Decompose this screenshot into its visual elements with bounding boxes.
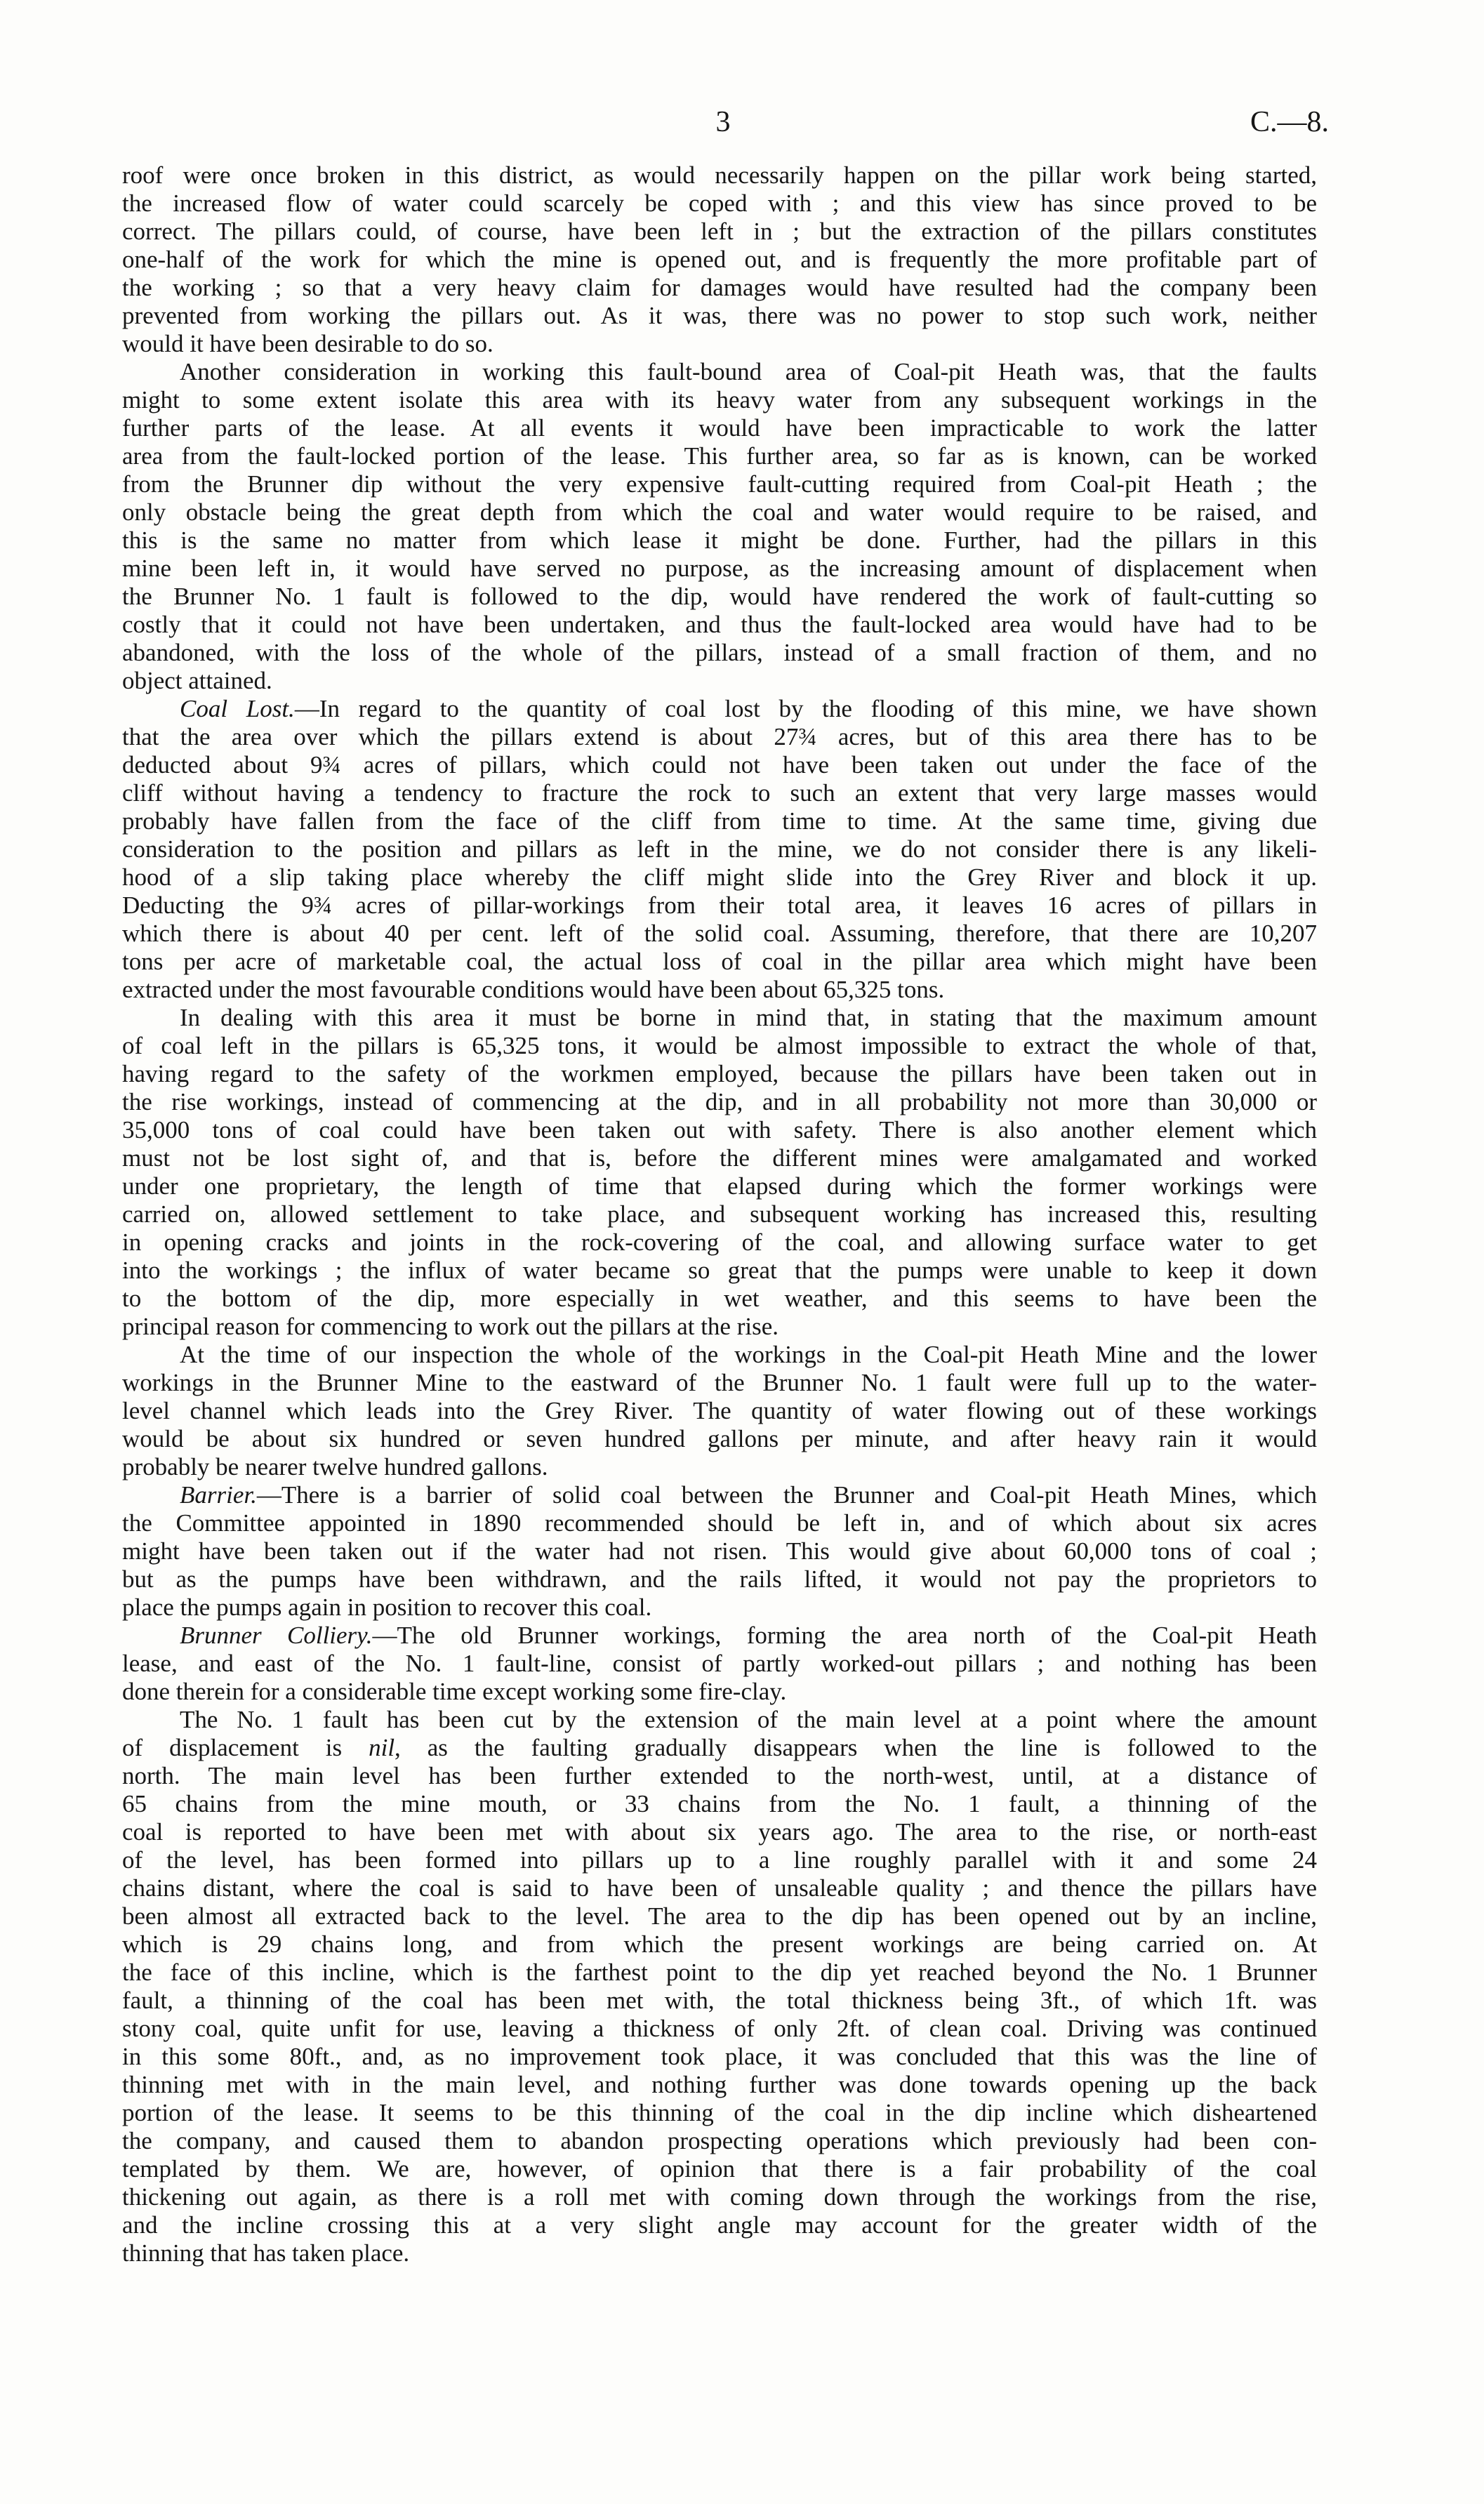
text-line: templated by them. We are, however, of opinion that there is a fair probability of the coal bbox=[122, 2155, 1317, 2182]
text-line: which there is about 40 per cent. left of the solid coal. Assuming, therefore, that there are 10,207 bbox=[122, 920, 1317, 947]
text-line: under one proprietary, the length of time that elapsed during which the former workings were bbox=[122, 1172, 1317, 1200]
text-line: level channel which leads into the Grey River. The quantity of water flowing out of these workings bbox=[122, 1397, 1317, 1424]
text-line: from the Brunner dip without the very expensive fault-cutting required from Coal-pit Heath ; the bbox=[122, 470, 1317, 498]
text-line: cliff without having a tendency to fracture the rock to such an extent that very large masses would bbox=[122, 779, 1317, 807]
text-line bbox=[122, 1734, 1317, 1762]
text-line: would be about six hundred or seven hundred gallons per minute, and after heavy rain it would bbox=[122, 1425, 1317, 1452]
text-line: the Brunner No. 1 fault is followed to the dip, would have rendered the work of fault-cutting so bbox=[122, 583, 1317, 610]
text-line: the Committee appointed in 1890 recommended should be left in, and of which about six acres bbox=[122, 1509, 1317, 1537]
text-line: prevented from working the pillars out. As it was, there was no power to stop such work, neither bbox=[122, 302, 1317, 329]
text-line: been almost all extracted back to the level. The area to the dip has been opened out by an incline, bbox=[122, 1902, 1317, 1930]
text-line bbox=[122, 1481, 1317, 1509]
text-line: must not be lost sight of, and that is, before the different mines were amalgamated and worked bbox=[122, 1144, 1317, 1172]
page-header bbox=[0, 104, 1484, 140]
text-line: 65 chains from the mine mouth, or 33 chains from the No. 1 fault, a thinning of the bbox=[122, 1790, 1317, 1817]
text-line: correct. The pillars could, of course, have been left in ; but the extraction of the pillars constitutes bbox=[122, 218, 1317, 245]
text-line: probably be nearer twelve hundred gallons. bbox=[122, 1453, 548, 1480]
text-line: that the area over which the pillars extend is about 27¾ acres, but of this area there has to be bbox=[122, 723, 1317, 750]
text-line: 35,000 tons of coal could have been taken out with safety. There is also another element which bbox=[122, 1116, 1317, 1144]
text-line: the increased flow of water could scarcely be coped with ; and this view has since proved to be bbox=[122, 190, 1317, 217]
text-line: extracted under the most favourable conditions would have been about 65,325 tons. bbox=[122, 976, 945, 1003]
text-run: —There is a barrier of solid coal between the Brunner and Coal-pit Heath Mines, which bbox=[256, 1481, 1317, 1509]
italic-text: Coal Lost. bbox=[180, 695, 295, 722]
text-line bbox=[122, 1622, 1317, 1650]
text-line: coal is reported to have been met with about six years ago. The area to the rise, or north-east bbox=[122, 1818, 1317, 1846]
italic-text: nil bbox=[369, 1734, 395, 1761]
text-line: but as the pumps have been withdrawn, and the rails lifted, it would not pay the proprietors to bbox=[122, 1565, 1317, 1593]
text-line: principal reason for commencing to work out the pillars at the rise. bbox=[122, 1313, 779, 1340]
text-line: might to some extent isolate this area with its heavy water from any subsequent workings in the bbox=[122, 386, 1317, 413]
text-line: place the pumps again in position to recover this coal. bbox=[122, 1594, 652, 1621]
document-reference: C.—8. bbox=[1250, 106, 1329, 138]
text-line: thickening out again, as there is a roll met with coming down through the workings from the rise, bbox=[122, 2183, 1317, 2211]
text-line: hood of a slip taking place whereby the cliff might slide into the Grey River and block it up. bbox=[122, 863, 1317, 891]
text-line: object attained. bbox=[122, 667, 272, 694]
text-line: and the incline crossing this at a very slight angle may account for the greater width of the bbox=[122, 2211, 1317, 2239]
page-number: 3 bbox=[715, 106, 731, 138]
text-line: At the time of our inspection the whole of the workings in the Coal-pit Heath Mine and the lower bbox=[180, 1341, 1317, 1368]
text-line: abandoned, with the loss of the whole of the pillars, instead of a small fraction of them, and no bbox=[122, 639, 1317, 666]
text-line: fault, a thinning of the coal has been met with, the total thickness being 3ft., of which 1ft. was bbox=[122, 1987, 1317, 2014]
paragraph bbox=[122, 1706, 1317, 2267]
paragraph bbox=[122, 695, 1317, 1004]
text-line: the face of this incline, which is the farthest point to the dip yet reached beyond the No. 1 Brunner bbox=[122, 1959, 1317, 1986]
text-line: tons per acre of marketable coal, the actual loss of coal in the pillar area which might have been bbox=[122, 948, 1317, 975]
text-line: which is 29 chains long, and from which the present workings are being carried on. At bbox=[122, 1930, 1317, 1958]
text-line: the company, and caused them to abandon prospecting operations which previously had been con- bbox=[122, 2127, 1317, 2154]
text-line: having regard to the safety of the workmen employed, because the pillars have been taken out in bbox=[122, 1060, 1317, 1087]
text-line bbox=[122, 695, 1317, 723]
text-line: to the bottom of the dip, more especially in wet weather, and this seems to have been the bbox=[122, 1285, 1317, 1312]
text-line: probably have fallen from the face of the cliff from time to time. At the same time, giving due bbox=[122, 807, 1317, 835]
text-line: thinning met with in the main level, and nothing further was done towards opening up the back bbox=[122, 2071, 1317, 2098]
text-run: , as the faulting gradually disappears when the line is followed to the bbox=[395, 1734, 1318, 1761]
text-line: done therein for a considerable time except working some fire-clay. bbox=[122, 1678, 787, 1705]
text-line: one-half of the work for which the mine is opened out, and is frequently the more profitable part of bbox=[122, 246, 1317, 273]
paragraph bbox=[122, 161, 1317, 358]
text-line: only obstacle being the great depth from which the coal and water would require to be raised, and bbox=[122, 498, 1317, 526]
text-line: portion of the lease. It seems to be this thinning of the coal in the dip incline which disheartened bbox=[122, 2099, 1317, 2126]
text-run: —In regard to the quantity of coal lost by the flooding of this mine, we have shown bbox=[294, 695, 1317, 722]
text-line: area from the fault-locked portion of the lease. This further area, so far as is known, can be worked bbox=[122, 442, 1317, 470]
text-line: stony coal, quite unfit for use, leaving a thickness of only 2ft. of clean coal. Driving was continued bbox=[122, 2015, 1317, 2042]
text-line: in this some 80ft., and, as no improvement took place, it was concluded that this was the line of bbox=[122, 2043, 1317, 2070]
paragraph bbox=[122, 358, 1317, 695]
text-line: in opening cracks and joints in the rock-covering of the coal, and allowing surface water to get bbox=[122, 1228, 1317, 1256]
text-line: this is the same no matter from which lease it might be done. Further, had the pillars in this bbox=[122, 526, 1317, 554]
text-line: carried on, allowed settlement to take place, and subsequent working has increased this, resulting bbox=[122, 1200, 1317, 1228]
text-line: the working ; so that a very heavy claim for damages would have resulted had the company been bbox=[122, 274, 1317, 301]
text-run: —The old Brunner workings, forming the area north of the Coal-pit Heath bbox=[372, 1622, 1317, 1649]
text-line: costly that it could not have been undertaken, and thus the fault-locked area would have had to be bbox=[122, 611, 1317, 638]
text-run: of displacement is bbox=[122, 1734, 369, 1761]
text-line: into the workings ; the influx of water became so great that the pumps were unable to keep it down bbox=[122, 1257, 1317, 1284]
italic-text: Barrier. bbox=[180, 1481, 257, 1509]
document-body bbox=[122, 161, 1317, 2267]
text-line: of coal left in the pillars is 65,325 tons, it would be almost impossible to extract the whole of that, bbox=[122, 1032, 1317, 1059]
text-line: roof were once broken in this district, as would necessarily happen on the pillar work being started, bbox=[122, 161, 1317, 189]
paragraph bbox=[122, 1341, 1317, 1481]
text-line: of the level, has been formed into pillars up to a line roughly parallel with it and some 24 bbox=[122, 1846, 1317, 1874]
text-line: the rise workings, instead of commencing at the dip, and in all probability not more than 30,000 or bbox=[122, 1088, 1317, 1115]
text-line: workings in the Brunner Mine to the eastward of the Brunner No. 1 fault were full up to the water- bbox=[122, 1369, 1317, 1396]
paragraph bbox=[122, 1481, 1317, 1622]
text-line: further parts of the lease. At all events it would have been impracticable to work the latter bbox=[122, 414, 1317, 442]
text-line: might have been taken out if the water had not risen. This would give about 60,000 tons of coal ; bbox=[122, 1537, 1317, 1565]
text-line: north. The main level has been further extended to the north-west, until, at a distance of bbox=[122, 1762, 1317, 1789]
italic-text: Brunner Colliery. bbox=[180, 1622, 373, 1649]
text-line: would it have been desirable to do so. bbox=[122, 330, 493, 357]
text-line: deducted about 9¾ acres of pillars, which could not have been taken out under the face of the bbox=[122, 751, 1317, 779]
text-line: chains distant, where the coal is said to have been of unsaleable quality ; and thence the pillars have bbox=[122, 1874, 1317, 1902]
paragraph bbox=[122, 1004, 1317, 1341]
text-line: Another consideration in working this fault-bound area of Coal-pit Heath was, that the faults bbox=[180, 358, 1317, 385]
text-line: consideration to the position and pillars as left in the mine, we do not consider there is any likeli- bbox=[122, 835, 1317, 863]
text-line: mine been left in, it would have served no purpose, as the increasing amount of displacement when bbox=[122, 555, 1317, 582]
text-line: thinning that has taken place. bbox=[122, 2239, 410, 2267]
text-line: In dealing with this area it must be borne in mind that, in stating that the maximum amount bbox=[180, 1004, 1317, 1031]
text-line: The No. 1 fault has been cut by the extension of the main level at a point where the amount bbox=[180, 1706, 1317, 1733]
text-line: lease, and east of the No. 1 fault-line, consist of partly worked-out pillars ; and nothing has been bbox=[122, 1650, 1317, 1677]
paragraph bbox=[122, 1622, 1317, 1706]
text-line: Deducting the 9¾ acres of pillar-workings from their total area, it leaves 16 acres of pillars in bbox=[122, 892, 1317, 919]
